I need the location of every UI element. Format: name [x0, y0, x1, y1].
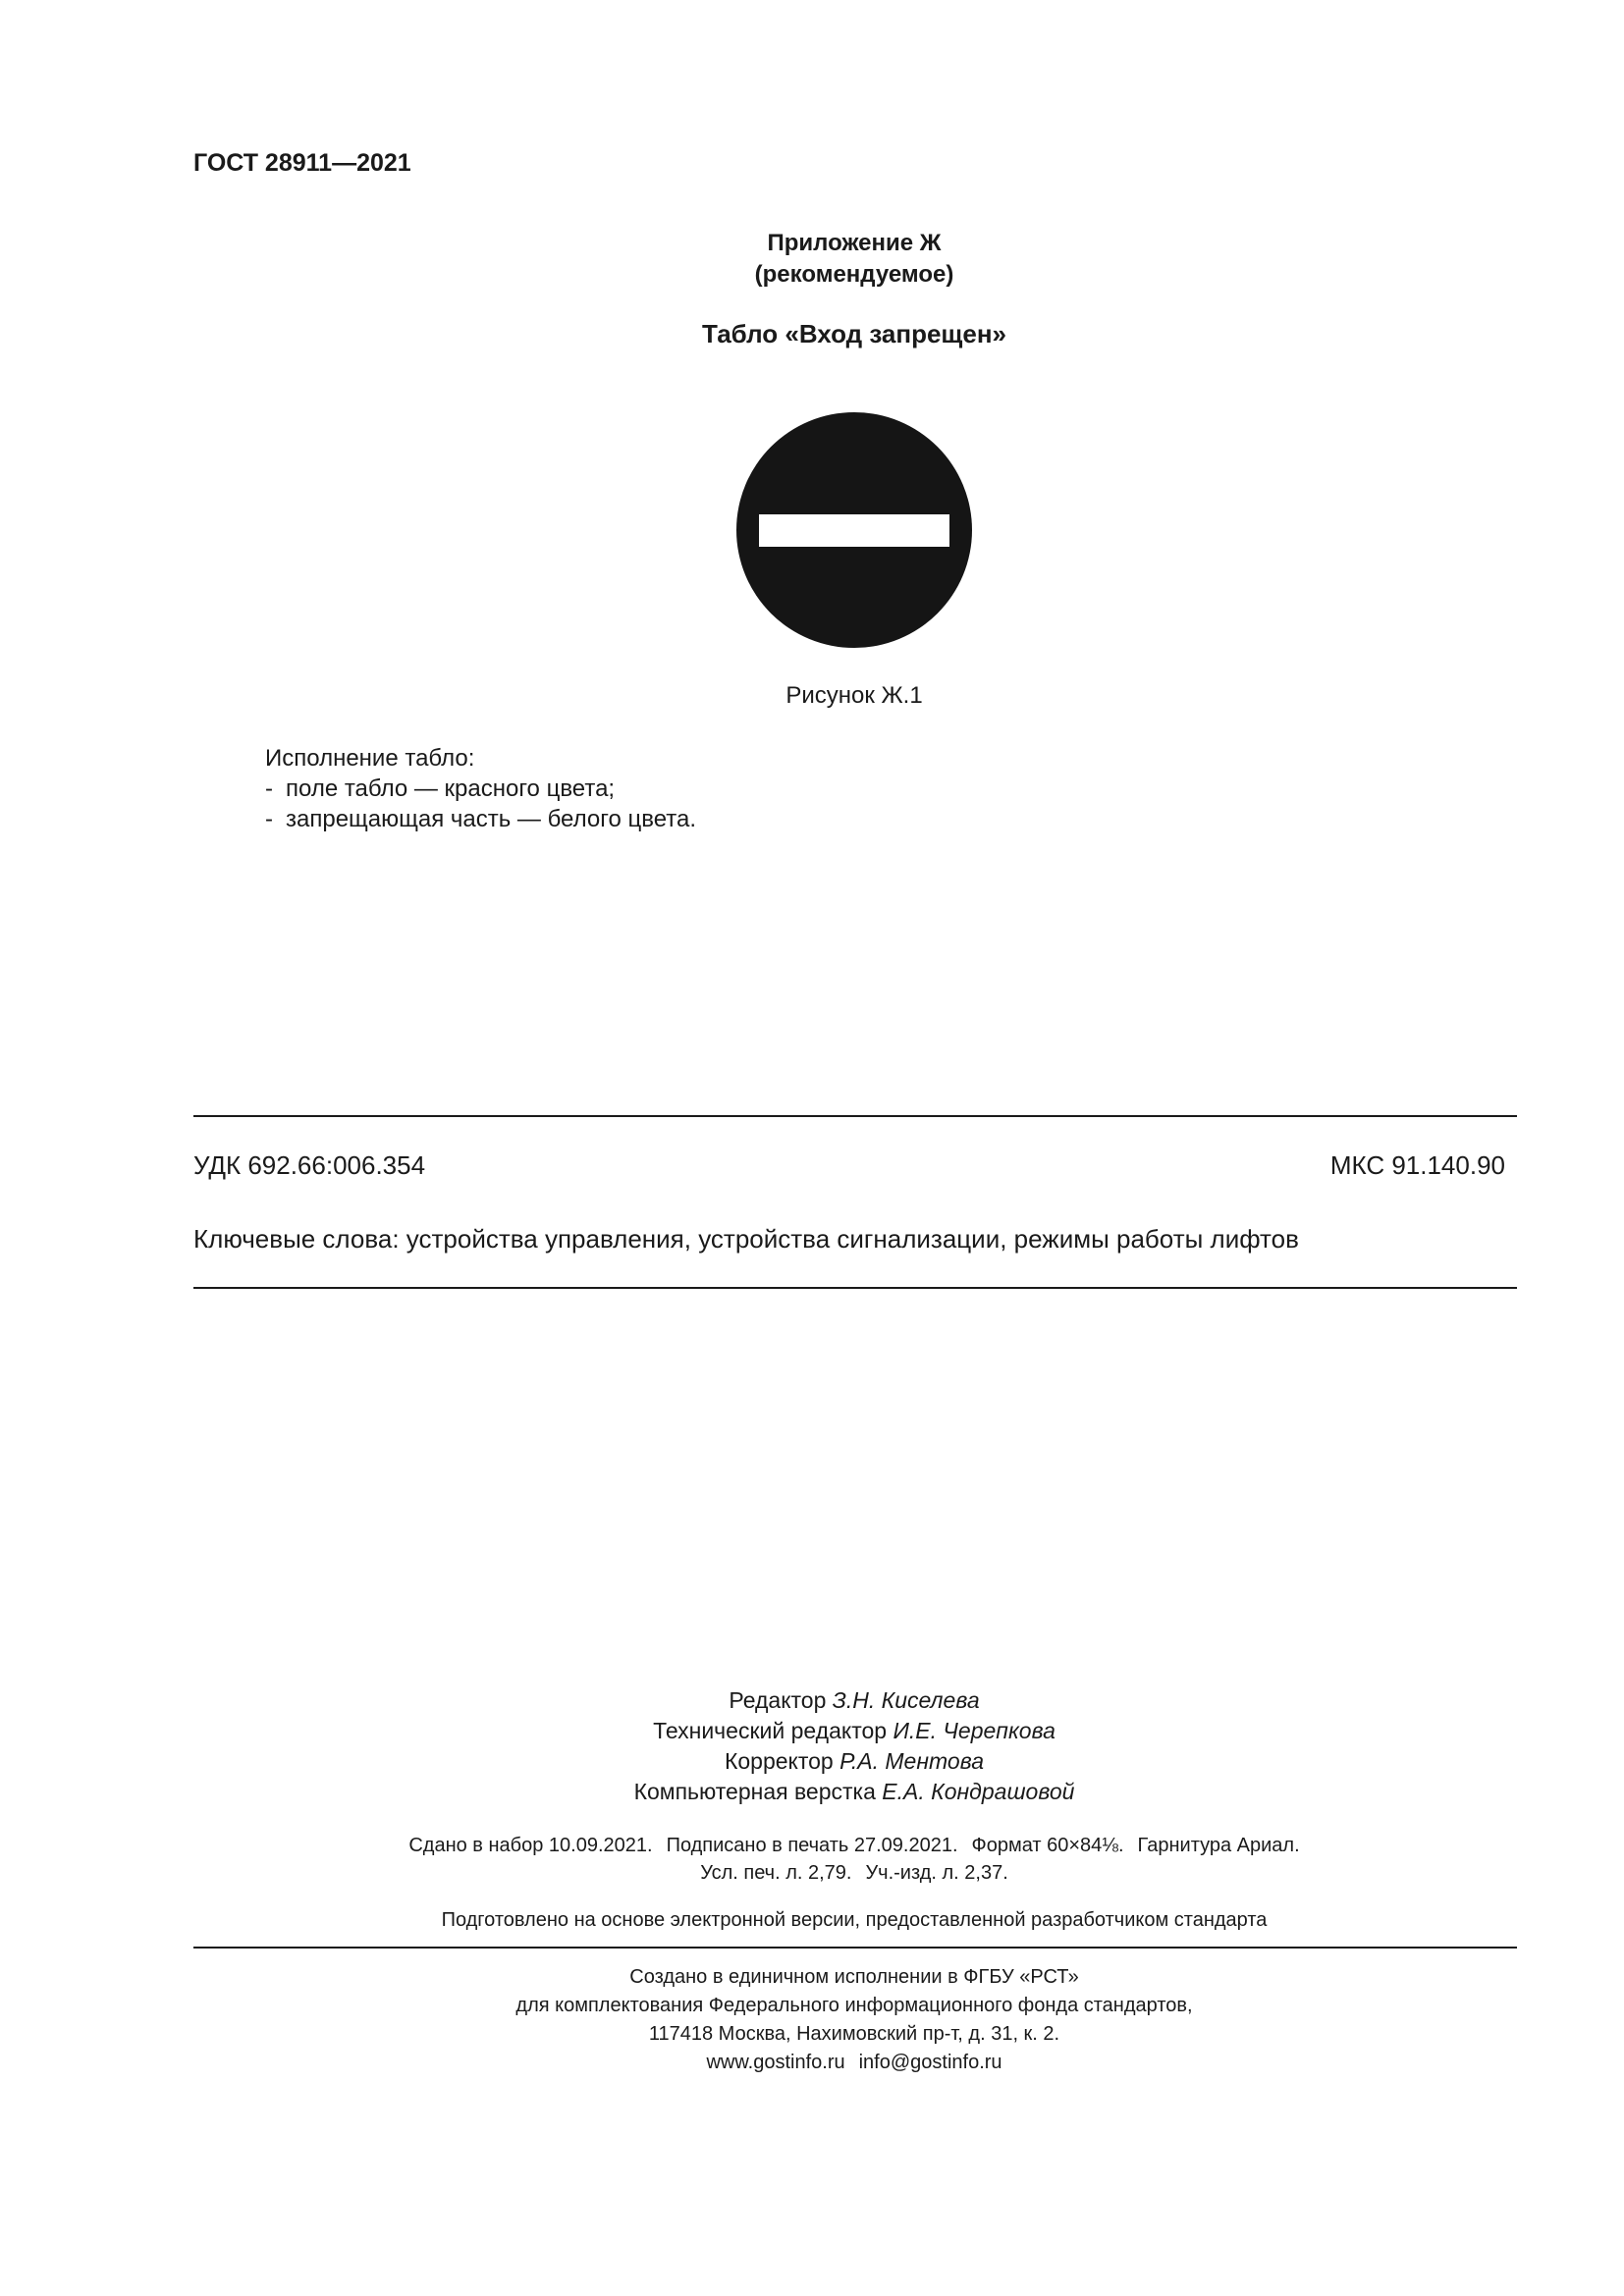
keywords: Ключевые слова: устройства управления, устройства сигнализации, режимы работы лифтов: [193, 1224, 1299, 1254]
publisher-line-2: для комплектования Федерального информационного фонда стандартов,: [515, 1995, 1193, 2016]
typeface: Гарнитура Ариал.: [1137, 1835, 1300, 1856]
print-info-line-1: [0, 1832, 1624, 1859]
bullet-dash: -: [265, 806, 273, 832]
bullet-dash: -: [265, 775, 273, 802]
credit-person: Р.А. Ментова: [839, 1748, 984, 1774]
figure-caption: Рисунок Ж.1: [785, 682, 923, 709]
print-info: [0, 1832, 1624, 1887]
mks-code: МКС 91.140.90: [1329, 1150, 1505, 1180]
divider-top: [193, 1115, 1517, 1117]
edit-sheets: Уч.-изд. л. 2,37.: [865, 1862, 1008, 1884]
credit-editor: [0, 1685, 1624, 1716]
publisher-address: 117418 Москва, Нахимовский пр-т, д. 31, к. 2.: [648, 2023, 1060, 2045]
credit-person: И.Е. Черепкова: [893, 1718, 1056, 1743]
no-entry-sign-icon: [735, 411, 973, 649]
print-sheets: Усл. печ. л. 2,79.: [700, 1862, 852, 1884]
list-item-text: поле табло — красного цвета;: [286, 775, 616, 802]
list-item: [265, 774, 696, 804]
udk-code: УДК 692.66:006.354: [193, 1150, 426, 1180]
credit-proofreader: [0, 1746, 1624, 1777]
signed-date: Подписано в печать 27.09.2021.: [666, 1835, 958, 1856]
document-code: ГОСТ 28911—2021: [193, 149, 411, 177]
sign-prohibiting-bar: [759, 514, 949, 547]
divider-middle: [193, 1287, 1517, 1289]
publisher-contacts: [0, 2049, 1624, 2077]
email-link[interactable]: info@gostinfo.ru: [858, 2052, 1002, 2073]
publisher-info: [0, 1963, 1624, 2077]
appendix-heading: [0, 228, 1624, 291]
submitted-date: Сдано в набор 10.09.2021.: [408, 1835, 653, 1856]
notes-heading: Исполнение табло:: [265, 745, 475, 772]
credit-role: Корректор: [724, 1748, 834, 1774]
execution-notes: [265, 743, 696, 834]
credit-role: Редактор: [729, 1687, 827, 1713]
appendix-title: Табло «Вход запрещен»: [701, 319, 1006, 348]
paper-format: Формат 60×84⅛.: [971, 1835, 1124, 1856]
credit-person: Е.А. Кондрашовой: [882, 1779, 1075, 1804]
list-item-text: запрещающая часть — белого цвета.: [286, 806, 696, 832]
credits: [0, 1685, 1624, 1807]
appendix-status: (рекомендуемое): [754, 261, 954, 288]
credit-tech-editor: [0, 1716, 1624, 1746]
credit-layout: [0, 1777, 1624, 1807]
publisher-line-1: Создано в единичном исполнении в ФГБУ «РСТ»: [629, 1966, 1079, 1988]
appendix-label: Приложение Ж: [767, 230, 942, 256]
credit-role: Технический редактор: [653, 1718, 888, 1743]
credit-role: Компьютерная верстка: [633, 1779, 876, 1804]
divider-bottom: [193, 1947, 1517, 1949]
credit-person: З.Н. Киселева: [832, 1687, 980, 1713]
prepared-note: Подготовлено на основе электронной версии, предоставленной разработчиком стандарта: [441, 1909, 1268, 1931]
website-link[interactable]: www.gostinfo.ru: [706, 2052, 845, 2073]
list-item: [265, 804, 696, 834]
print-info-line-2: [0, 1859, 1624, 1887]
